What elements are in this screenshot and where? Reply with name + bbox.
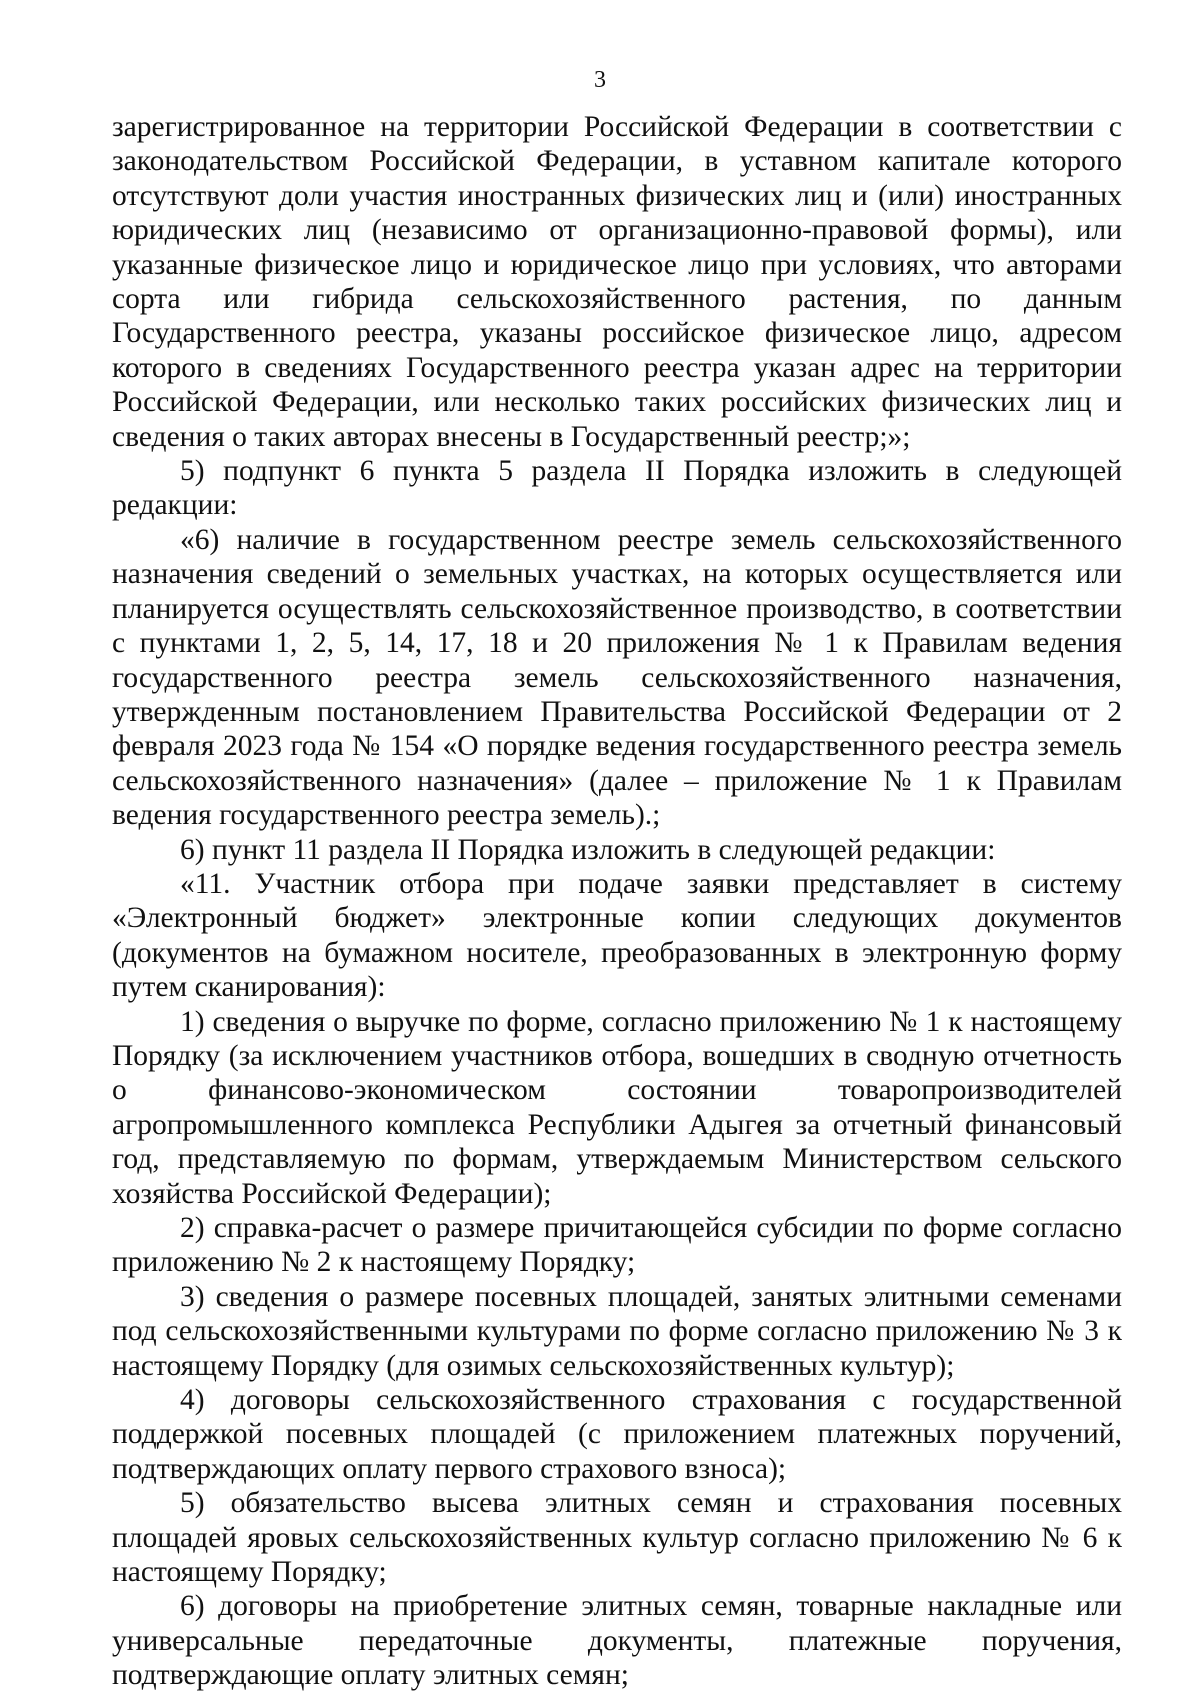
paragraph-document-3: 3) сведения о размере посевных площадей, занятых элитными семенами под сельскохозяйственными культурами по форме согласно приложению № 3 к настоящему Порядку (для озимых сельскохозяйственных культур);	[112, 1280, 1122, 1382]
paragraph-document-2: 2) справка-расчет о размере причитающейся субсидии по форме согласно приложению № 2 к настоящему Порядку;	[112, 1212, 1122, 1279]
paragraph-item-11-text: «11. Участник отбора при подаче заявки представляет в систему «Электронный бюджет» электронные копии следующих документов (документов на бумажном носителе, преобразованных в электронную форму путем сканирования):	[112, 867, 1122, 1004]
paragraph-subitem-6-text: «6) наличие в государственном реестре земель сельскохозяйственного назначения сведений о земельных участках, на которых осуществляется или планируется осуществлять сельскохозяйственное производство, в соответствии с пунктами 1, 2, 5, 14, 17, 18 и 20 приложения № 1 к Правилам ведения государственного реестра земель сельскохозяйственного назначения, утвержденным постановлением Правительства Российской Федерации от 2 февраля 2023 года № 154 «О порядке ведения государственного реестра земель сельскохозяйственного назначения» (далее – приложение № 1 к Правилам ведения государственного реестра земель).;	[112, 523, 1122, 832]
paragraph-document-1: 1) сведения о выручке по форме, согласно приложению № 1 к настоящему Порядку (за исключением участников отбора, вошедших в сводную отчетность о финансово-экономическом состоянии товаропроизводителей агропромышленного комплекса Республики Адыгея за отчетный финансовый год, представляемую по формам, утверждаемым Министерством сельского хозяйства Российской Федерации);	[112, 1005, 1122, 1210]
paragraph-document-5: 5) обязательство высева элитных семян и страхования посевных площадей яровых сельскохозяйственных культур согласно приложению № 6 к настоящему Порядку;	[112, 1487, 1122, 1589]
paragraph-amendment-5: 5) подпункт 6 пункта 5 раздела II Порядка изложить в следующей редакции:	[112, 455, 1122, 522]
paragraph-amendment-6: 6) пункт 11 раздела II Порядка изложить в следующей редакции:	[180, 833, 996, 866]
document-body	[112, 110, 1122, 1693]
paragraph-document-4: 4) договоры сельскохозяйственного страхования с государственной поддержкой посевных площадей (с приложением платежных поручений, подтверждающих оплату первого страхового взноса);	[112, 1384, 1122, 1485]
paragraph-document-6: 6) договоры на приобретение элитных семян, товарные накладные или универсальные передаточные документы, платежные поручения, подтверждающие оплату элитных семян;	[112, 1590, 1122, 1692]
page-number: 3	[594, 67, 606, 93]
paragraph-continuation: зарегистрированное на территории Российской Федерации в соответствии с законодательством Российской Федерации, в уставном капитале которого отсутствуют доли участия иностранных физических лиц и (или) иностранных юридических лиц (независимо от организационно-правовой формы), или указанные физическое лицо и юридическое лицо при условиях, что авторами сорта или гибрида сельскохозяйственного растения, по данным Государственного реестра, указаны российское физическое лицо, адресом которого в сведениях Государственного реестра указан адрес на территории Российской Федерации, или несколько таких российских физических лиц и сведения о таких авторах внесены в Государственный реестр;»;	[112, 111, 1122, 453]
